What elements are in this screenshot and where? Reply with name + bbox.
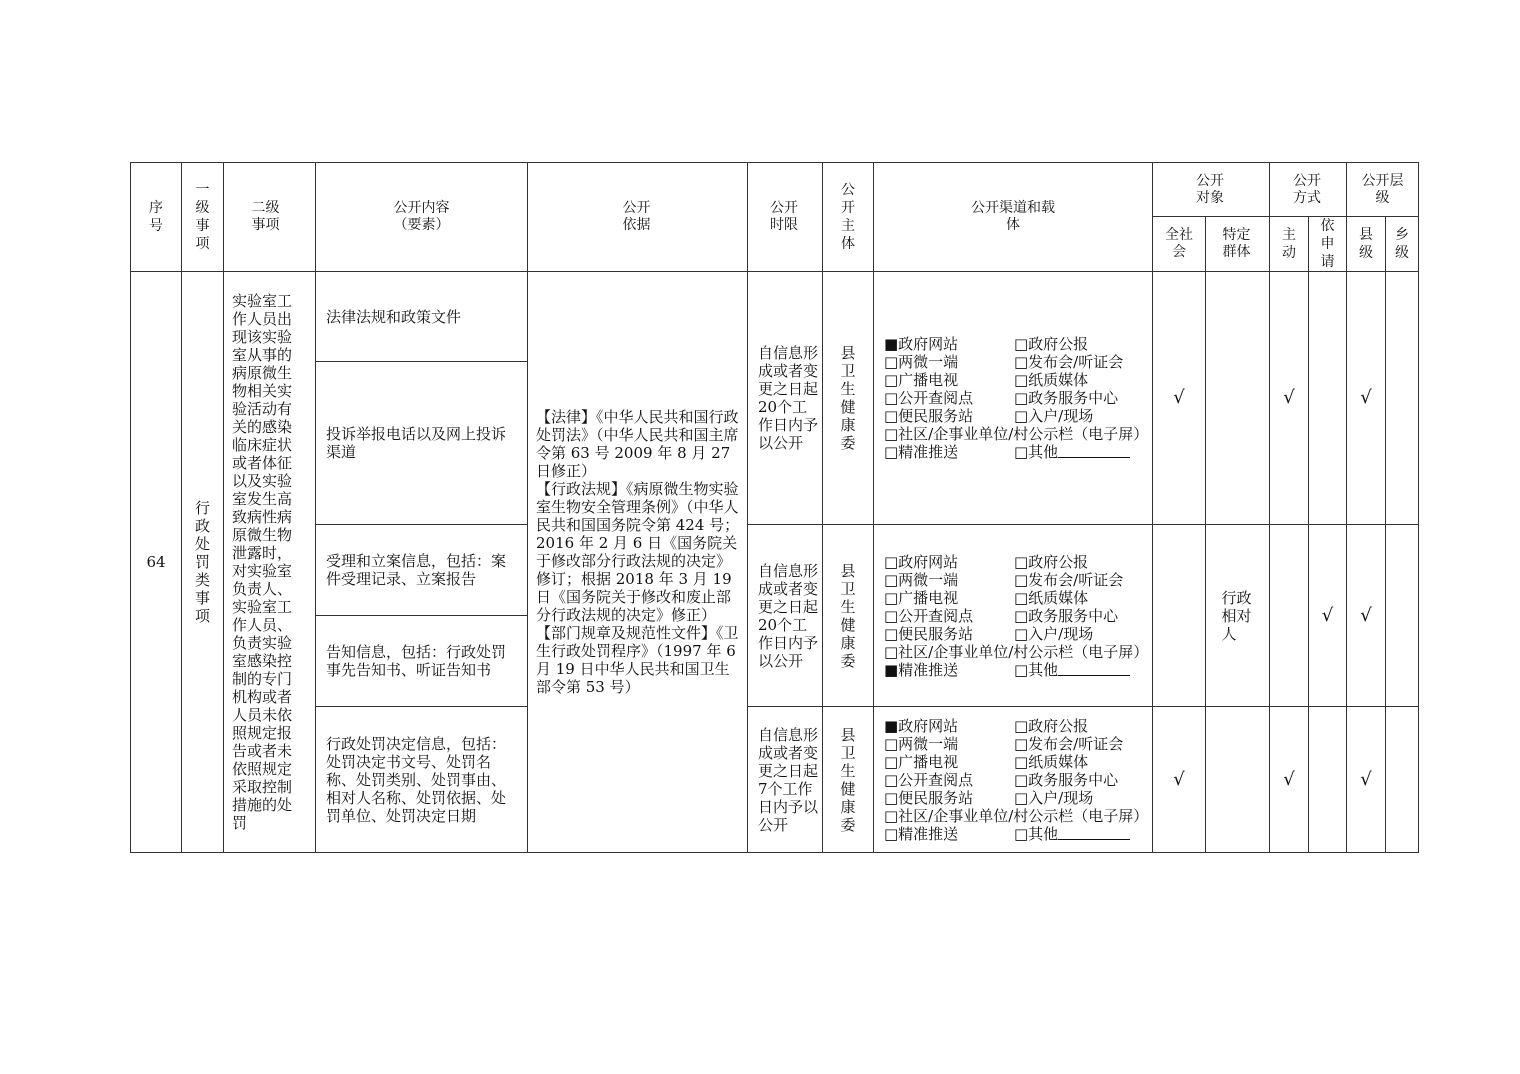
group3-subject: 县卫生健康委 — [823, 707, 874, 853]
header-time: 公开时限 — [748, 163, 823, 272]
header-basis: 公开依据 — [528, 163, 748, 272]
group3-channel: ■政府网站 □政府公报 □两微一端 □发布会/听证会 □广播电视 □纸质媒体 □公开查阅点 □政务服务中心 □便民服务站 □入户/现场 □社区/企事业单位/村公示栏（电子屏） □精准推送 □其他 — [874, 707, 1153, 853]
group1-town — [1386, 272, 1419, 525]
group1-time: 自信息形成或者变更之日起20个工作日内予以公开 — [748, 272, 823, 525]
group3-target-group — [1206, 707, 1270, 853]
group1-subject: 县卫生健康委 — [823, 272, 874, 525]
header-target-all: 全社会 — [1153, 217, 1206, 272]
group3-time: 自信息形成或者变更之日起7个工作日内予以公开 — [748, 707, 823, 853]
group1-channel: ■政府网站 □政府公报 □两微一端 □发布会/听证会 □广播电视 □纸质媒体 □公开查阅点 □政务服务中心 □便民服务站 □入户/现场 □社区/企事业单位/村公示栏（电子屏） □精准推送 □其他 — [874, 272, 1153, 525]
header-seq: 序号 — [131, 163, 182, 272]
content-item-3: 受理和立案信息，包括：案件受理记录、立案报告 — [316, 525, 528, 616]
header-method: 公开方式 — [1270, 163, 1347, 217]
row-seq: 64 — [131, 272, 182, 853]
group1-apply — [1309, 272, 1347, 525]
row-level1: 行政处罚类事项 — [182, 272, 224, 853]
content-item-2: 投诉举报电话以及网上投诉渠道 — [316, 362, 528, 525]
header-target: 公开对象 — [1153, 163, 1270, 217]
group2-subject: 县卫生健康委 — [823, 525, 874, 707]
content-item-5: 行政处罚决定信息，包括：处罚决定书文号、处罚名称、处罚类别、处罚事由、相对人名称、处罚依据、处罚单位、处罚决定日期 — [316, 707, 528, 853]
header-method-apply: 依申请 — [1309, 217, 1347, 272]
header-level1: 一级事项 — [182, 163, 224, 272]
header-subject: 公开主体 — [823, 163, 874, 272]
group3-county: √ — [1347, 707, 1386, 853]
group2-apply: √ — [1309, 525, 1347, 707]
group3-target-all: √ — [1153, 707, 1206, 853]
header-channel: 公开渠道和载体 — [874, 163, 1153, 272]
header-content: 公开内容（要素） — [316, 163, 528, 272]
group3-town — [1386, 707, 1419, 853]
content-item-1: 法律法规和政策文件 — [316, 272, 528, 362]
group2-target-group: 行政相对人 — [1206, 525, 1270, 707]
row-basis: 【法律】《中华人民共和国行政处罚法》（中华人民共和国主席令第 63 号 2009 年 8 月 27 日修正） 【行政法规】《病原微生物实验室生物安全管理条例》（中华人民共和国国务院令第 424 号；2016 年 2 月 6 日《国务院关于修改部分行政法规的决定》修订；根据 2018 年 3 月 19 日《国务院关于修改和废止部分行政法规的决定》修正） 【部门规章及规范性文件】《卫生行政处罚程序》（1997 年 6 月 19 日中华人民共和国卫生部令第 53 号） — [528, 272, 748, 853]
group2-active — [1270, 525, 1309, 707]
group2-target-all — [1153, 525, 1206, 707]
group1-active: √ — [1270, 272, 1309, 525]
disclosure-table — [130, 162, 1419, 853]
group3-apply — [1309, 707, 1347, 853]
header-level-county: 县级 — [1347, 217, 1386, 272]
header-method-active: 主动 — [1270, 217, 1309, 272]
group2-town — [1386, 525, 1419, 707]
content-item-4: 告知信息，包括：行政处罚事先告知书、听证告知书 — [316, 616, 528, 707]
group3-active: √ — [1270, 707, 1309, 853]
group1-target-all: √ — [1153, 272, 1206, 525]
group2-time: 自信息形成或者变更之日起20个工作日内予以公开 — [748, 525, 823, 707]
row-level2: 实验室工作人员出现该实验室从事的病原微生物相关实验活动有关的感染临床症状或者体征以及实验室发生高致病性病原微生物泄露时，对实验室负责人、实验室工作人员、负责实验室感染控制的专门机构或者人员未依照规定报告或者未依照规定采取控制措施的处罚 — [224, 272, 316, 853]
group1-county: √ — [1347, 272, 1386, 525]
group1-target-group — [1206, 272, 1270, 525]
header-level-town: 乡级 — [1386, 217, 1419, 272]
header-level2: 二级事项 — [224, 163, 316, 272]
group2-county: √ — [1347, 525, 1386, 707]
header-level: 公开层级 — [1347, 163, 1419, 217]
group2-channel: □政府网站 □政府公报 □两微一端 □发布会/听证会 □广播电视 □纸质媒体 □公开查阅点 □政务服务中心 □便民服务站 □入户/现场 □社区/企事业单位/村公示栏（电子屏） ■精准推送 □其他 — [874, 525, 1153, 707]
header-target-group: 特定群体 — [1206, 217, 1270, 272]
